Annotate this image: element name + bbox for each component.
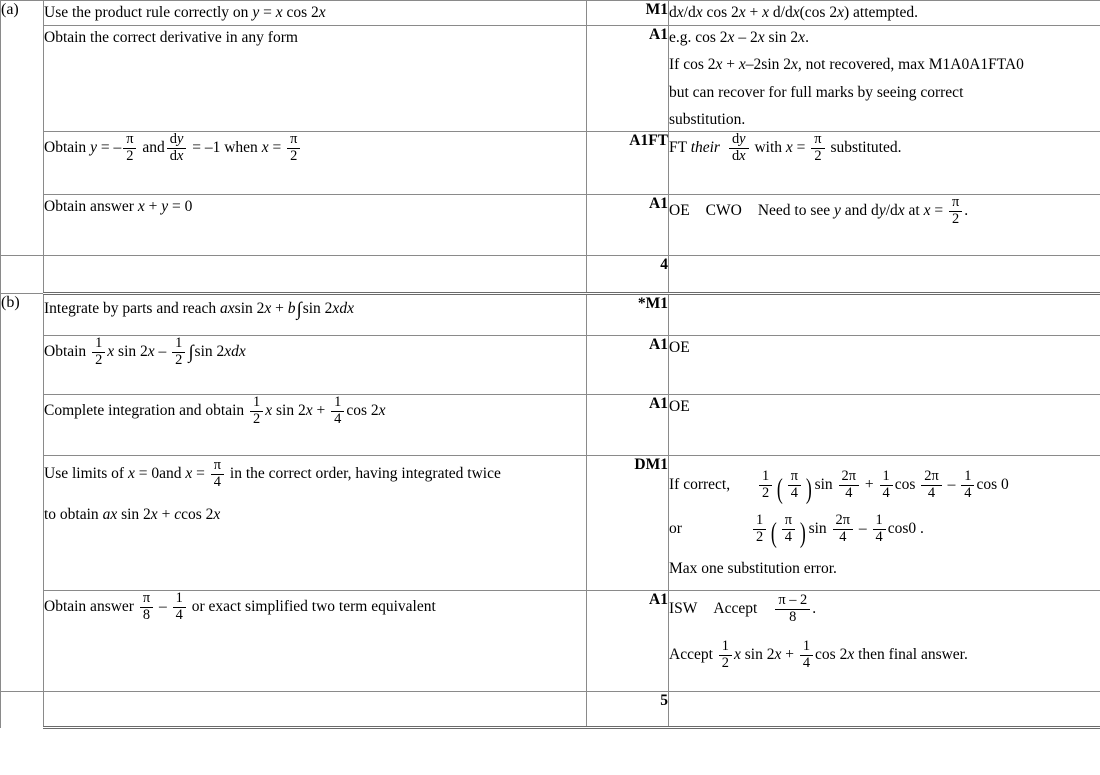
answer-cell: Complete integration and obtain $\frac{1}{2}$ x sin 2x + $\frac{1}{4}$ cos 2x bbox=[44, 395, 587, 456]
guidance-line: If correct, $\frac{1}{2}$ ( $\frac{\pi}{4}$ ) sin $\frac{2\pi}{4}$ + $\frac{1}{4}$ cos $\frac{2\pi}{4}$ – $\frac{1}{4}$ cos 0 bbox=[669, 467, 1009, 505]
fraction: $\frac{\pi}{4}$ bbox=[211, 458, 224, 490]
guidance-cell bbox=[669, 591, 1100, 692]
mark-cell: *M1 bbox=[587, 294, 669, 336]
part-label-a: (a) bbox=[1, 1, 44, 256]
answer-text: Obtain bbox=[44, 139, 91, 157]
fraction: $\frac{\pi - 2}{8}$ bbox=[775, 593, 810, 625]
table-row bbox=[1, 26, 1100, 132]
guidance-cell: OE bbox=[669, 336, 1100, 395]
fraction: $\frac{1}{4}$ bbox=[173, 591, 186, 623]
answer-text: Obtain answer bbox=[44, 198, 138, 216]
fraction: $\frac{\pi}{8}$ bbox=[140, 591, 153, 623]
fraction: $\frac{dy}{dx}$ bbox=[729, 132, 749, 164]
fraction: $\frac{1}{4}$ bbox=[880, 469, 893, 501]
fraction: $\frac{2\pi}{4}$ bbox=[839, 469, 859, 501]
empty-answer-cell bbox=[44, 256, 587, 294]
answer-text-line2: to obtain ax sin 2x + ccos 2x bbox=[44, 506, 221, 524]
table-row bbox=[1, 1, 1100, 26]
fraction: $\frac{1}{4}$ bbox=[873, 513, 886, 545]
fraction: $\frac{2\pi}{4}$ bbox=[833, 513, 853, 545]
table-row bbox=[1, 395, 1100, 456]
empty-answer-cell bbox=[44, 692, 587, 728]
mark-cell: A1FT bbox=[587, 132, 669, 195]
mark-cell: M1 bbox=[587, 1, 669, 26]
guidance-cell: OE bbox=[669, 395, 1100, 456]
left-paren: ( bbox=[777, 472, 783, 505]
mark-cell: DM1 bbox=[587, 456, 669, 591]
total-row-b bbox=[1, 692, 1100, 728]
fraction: $\frac{1}{2}$ bbox=[172, 336, 185, 368]
answer-text: Obtain bbox=[44, 343, 91, 361]
fraction: $\frac{\pi}{2}$ bbox=[811, 132, 824, 164]
integral-icon: ∫ bbox=[188, 341, 194, 363]
empty-label-cell bbox=[1, 692, 44, 728]
fraction: $\frac{1}{4}$ bbox=[961, 469, 974, 501]
guidance-line: but can recover for full marks by seeing correct bbox=[669, 83, 964, 101]
fraction: $\frac{\pi}{4}$ bbox=[782, 513, 795, 545]
answer-cell: Obtain answer $\frac{\pi}{8}$ – $\frac{1}{4}$ or exact simplified two term equivalent bbox=[44, 591, 587, 692]
guidance-cell bbox=[669, 456, 1100, 591]
guidance-line: ISW Accept $\frac{\pi - 2}{8}$ . bbox=[669, 591, 817, 625]
fraction: $\frac{1}{4}$ bbox=[331, 395, 344, 427]
answer-cell: Integrate by parts and reach axsin 2x + b∫sin 2xdx bbox=[44, 294, 587, 336]
empty-guidance-cell bbox=[669, 256, 1100, 294]
fraction: $\frac{1}{2}$ bbox=[719, 639, 732, 671]
answer-cell bbox=[44, 456, 587, 591]
guidance-cell bbox=[669, 294, 1100, 336]
left-paren: ( bbox=[771, 517, 777, 550]
table-row bbox=[1, 591, 1100, 692]
answer-text: Use limits of x = 0and x = $\frac{\pi}{4}$ in the correct order, having integrated twice bbox=[44, 456, 501, 490]
mark-cell: A1 bbox=[587, 395, 669, 456]
mark-cell: A1 bbox=[587, 26, 669, 132]
fraction: $\frac{dy}{dx}$ bbox=[167, 132, 187, 164]
fraction: $\frac{1}{2}$ bbox=[250, 395, 263, 427]
answer-cell: Obtain y = – $\frac{\pi}{2}$ and $\frac{dy}{dx}$ = –1 when x = $\frac{\pi}{2}$ bbox=[44, 132, 587, 195]
guidance-line: substitution. bbox=[669, 110, 746, 128]
answer-text: Use the product rule correctly on bbox=[44, 4, 253, 21]
answer-cell: Obtain $\frac{1}{2}$ x sin 2x – $\frac{1}{2}$ ∫sin 2xdx bbox=[44, 336, 587, 395]
fraction: $\frac{1}{2}$ bbox=[92, 336, 105, 368]
answer-cell: Use the product rule correctly on y = x cos 2x bbox=[44, 1, 587, 26]
right-paren: ) bbox=[799, 517, 806, 550]
mark-cell: A1 bbox=[587, 591, 669, 692]
answer-cell bbox=[44, 26, 587, 132]
total-marks-a: 4 bbox=[587, 256, 669, 294]
guidance-line: Max one substitution error. bbox=[669, 559, 837, 577]
fraction: $\frac{1}{2}$ bbox=[759, 469, 772, 501]
fraction: $\frac{1}{2}$ bbox=[753, 513, 766, 545]
fraction: $\frac{1}{4}$ bbox=[800, 639, 813, 671]
mark-cell: A1 bbox=[587, 336, 669, 395]
mark-cell: A1 bbox=[587, 195, 669, 256]
empty-label-cell bbox=[1, 256, 44, 294]
guidance-cell bbox=[669, 26, 1100, 132]
fraction: $\frac{\pi}{2}$ bbox=[287, 132, 300, 164]
answer-text: Complete integration and obtain bbox=[44, 402, 249, 420]
table-row bbox=[1, 294, 1100, 336]
guidance-cell: dx/dx cos 2x + x d/dx(cos 2x) attempted. bbox=[669, 1, 1100, 26]
table-row bbox=[1, 195, 1100, 256]
answer-cell: Obtain answer x + y = 0 bbox=[44, 195, 587, 256]
answer-text: Obtain answer bbox=[44, 598, 138, 616]
guidance-line: or $\frac{1}{2}$ ( $\frac{\pi}{4}$ ) sin $\frac{2\pi}{4}$ – $\frac{1}{4}$ cos0 . bbox=[669, 512, 924, 550]
guidance-line: Accept $\frac{1}{2}$ x sin 2x + $\frac{1}{4}$ cos 2x then final answer. bbox=[669, 638, 968, 671]
integral-icon: ∫ bbox=[296, 299, 302, 321]
answer-text: Integrate by parts and reach bbox=[44, 300, 221, 318]
table-row bbox=[1, 132, 1100, 195]
answer-text: Obtain the correct derivative in any form bbox=[44, 29, 298, 47]
guidance-cell: OE CWO Need to see y and dy/dx at x = $\frac{\pi}{2}$ . bbox=[669, 195, 1100, 256]
fraction: $\frac{\pi}{2}$ bbox=[949, 195, 962, 227]
guidance-line: e.g. cos 2x – 2x sin 2x. bbox=[669, 29, 809, 47]
right-paren: ) bbox=[805, 472, 812, 505]
part-label-b: (b) bbox=[1, 294, 44, 692]
fraction: $\frac{\pi}{2}$ bbox=[123, 132, 136, 164]
guidance-cell: FT their $\frac{dy}{dx}$ with x = $\frac{\pi}{2}$ substituted. bbox=[669, 132, 1100, 195]
fraction: $\frac{\pi}{4}$ bbox=[788, 469, 801, 501]
table-row bbox=[1, 456, 1100, 591]
fraction: $\frac{2\pi}{4}$ bbox=[921, 469, 941, 501]
guidance-line: If cos 2x + x–2sin 2x, not recovered, max M1A0A1FTA0 bbox=[669, 56, 1024, 74]
empty-guidance-cell bbox=[669, 692, 1100, 728]
total-row-a bbox=[1, 256, 1100, 294]
table-row bbox=[1, 336, 1100, 395]
total-marks-b: 5 bbox=[587, 692, 669, 728]
